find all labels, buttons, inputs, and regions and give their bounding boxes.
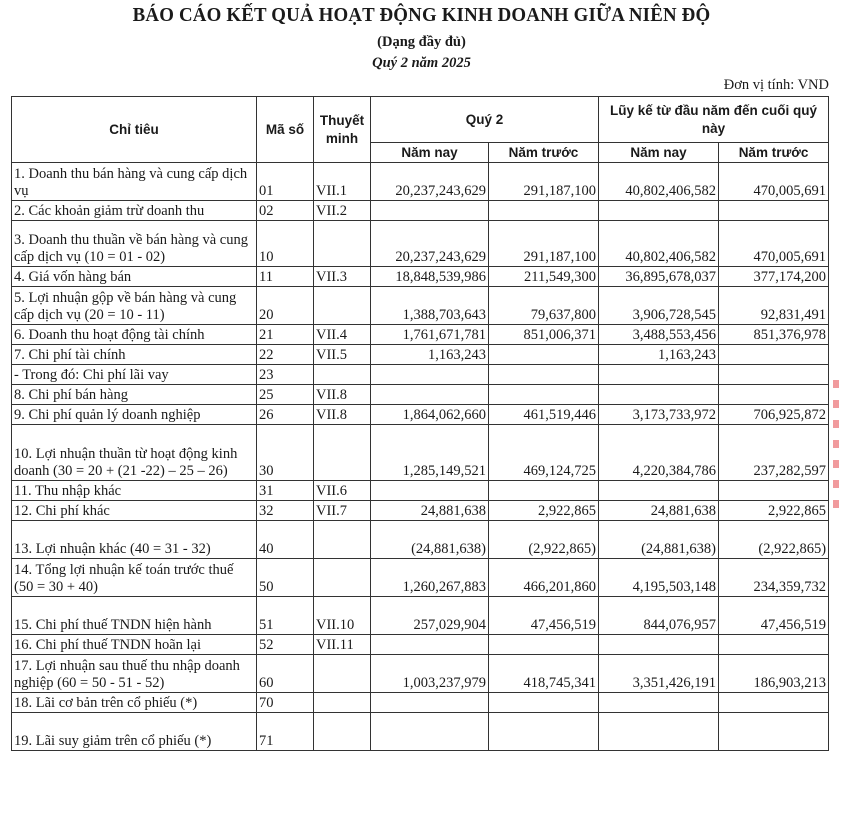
header-q-prior: Năm trước [489,143,599,163]
row-label: 4. Giá vốn hàng bán [12,267,257,287]
row-label: 11. Thu nhập khác [12,481,257,501]
row-code: 60 [257,655,314,693]
row-q-prior: 418,745,341 [489,655,599,693]
table-row [12,597,829,635]
row-code: 23 [257,365,314,385]
header-item: Chỉ tiêu [12,97,257,163]
row-code: 70 [257,693,314,713]
row-q-prior: 2,922,865 [489,501,599,521]
row-label: 8. Chi phí bán hàng [12,385,257,405]
row-label: 19. Lãi suy giảm trên cổ phiếu (*) [12,713,257,751]
row-code: 40 [257,521,314,559]
income-statement-table [11,96,829,751]
row-ytd-prior [719,481,829,501]
table-row [12,559,829,597]
header-quarter-group: Quý 2 [371,97,599,143]
row-q-current: (24,881,638) [371,521,489,559]
row-label: 15. Chi phí thuế TNDN hiện hành [12,597,257,635]
row-code: 11 [257,267,314,287]
row-ytd-current: 844,076,957 [599,597,719,635]
row-ytd-prior: 186,903,213 [719,655,829,693]
table-row [12,405,829,425]
row-q-prior [489,713,599,751]
row-ytd-prior [719,635,829,655]
row-q-current: 1,285,149,521 [371,425,489,481]
row-q-prior [489,365,599,385]
table-row [12,501,829,521]
report-title: BÁO CÁO KẾT QUẢ HOẠT ĐỘNG KINH DOANH GIỮA NIÊN ĐỘ [132,4,711,26]
row-q-prior: 291,187,100 [489,163,599,201]
row-code: 21 [257,325,314,345]
row-label: - Trong đó: Chi phí lãi vay [12,365,257,385]
row-code: 71 [257,713,314,751]
row-code: 10 [257,221,314,267]
table-row [12,635,829,655]
row-ytd-current [599,201,719,221]
row-note [314,693,371,713]
row-note [314,713,371,751]
table-row [12,325,829,345]
row-ytd-prior: 706,925,872 [719,405,829,425]
row-ytd-current: (24,881,638) [599,521,719,559]
row-code: 20 [257,287,314,325]
row-q-current [371,365,489,385]
header-ytd-prior: Năm trước [719,143,829,163]
header-q-current: Năm nay [371,143,489,163]
row-label: 14. Tổng lợi nhuận kế toán trước thuế (50 = 30 + 40) [12,559,257,597]
row-ytd-current [599,365,719,385]
row-code: 25 [257,385,314,405]
row-q-current: 24,881,638 [371,501,489,521]
row-ytd-current [599,693,719,713]
row-label: 6. Doanh thu hoạt động tài chính [12,325,257,345]
table-body [12,163,829,751]
table-row [12,267,829,287]
row-label: 12. Chi phí khác [12,501,257,521]
row-ytd-prior: 237,282,597 [719,425,829,481]
row-note: VII.5 [314,345,371,365]
row-ytd-prior: 470,005,691 [719,221,829,267]
row-ytd-current [599,385,719,405]
row-q-prior [489,385,599,405]
row-ytd-current: 40,802,406,582 [599,221,719,267]
row-ytd-current: 24,881,638 [599,501,719,521]
row-note [314,655,371,693]
row-q-current [371,635,489,655]
table-row [12,425,829,481]
row-note: VII.1 [314,163,371,201]
row-label: 17. Lợi nhuận sau thuế thu nhập doanh nghiệp (60 = 50 - 51 - 52) [12,655,257,693]
row-label: 5. Lợi nhuận gộp về bán hàng và cung cấp dịch vụ (20 = 10 - 11) [12,287,257,325]
table-row [12,521,829,559]
row-label: 1. Doanh thu bán hàng và cung cấp dịch vụ [12,163,257,201]
row-ytd-current [599,635,719,655]
table-row [12,201,829,221]
row-q-current [371,481,489,501]
row-ytd-current: 4,195,503,148 [599,559,719,597]
row-q-current: 1,864,062,660 [371,405,489,425]
row-q-prior: (2,922,865) [489,521,599,559]
table-row [12,287,829,325]
row-note: VII.3 [314,267,371,287]
row-note [314,559,371,597]
row-note: VII.4 [314,325,371,345]
currency-unit: Đơn vị tính: VND [723,77,829,93]
row-code: 31 [257,481,314,501]
row-q-prior [489,201,599,221]
table-row [12,365,829,385]
row-note: VII.7 [314,501,371,521]
row-q-current [371,201,489,221]
row-code: 32 [257,501,314,521]
table-row [12,713,829,751]
row-note: VII.8 [314,405,371,425]
row-ytd-prior [719,693,829,713]
row-ytd-prior [719,201,829,221]
row-ytd-prior [719,345,829,365]
row-q-current [371,713,489,751]
row-code: 01 [257,163,314,201]
row-note: VII.2 [314,201,371,221]
table-row [12,345,829,365]
row-ytd-prior [719,385,829,405]
row-q-current: 18,848,539,986 [371,267,489,287]
table-row [12,163,829,201]
row-q-current [371,385,489,405]
row-ytd-prior: 92,831,491 [719,287,829,325]
row-note: VII.11 [314,635,371,655]
row-q-current: 257,029,904 [371,597,489,635]
table-row [12,693,829,713]
row-ytd-current [599,481,719,501]
row-q-current: 20,237,243,629 [371,221,489,267]
row-label: 7. Chi phí tài chính [12,345,257,365]
row-code: 22 [257,345,314,365]
row-note [314,521,371,559]
row-code: 52 [257,635,314,655]
row-code: 50 [257,559,314,597]
row-q-prior [489,635,599,655]
row-code: 30 [257,425,314,481]
row-note: VII.6 [314,481,371,501]
row-ytd-current: 3,351,426,191 [599,655,719,693]
row-q-prior: 469,124,725 [489,425,599,481]
row-q-prior: 461,519,446 [489,405,599,425]
row-ytd-prior: 2,922,865 [719,501,829,521]
row-note: VII.10 [314,597,371,635]
row-q-current: 1,003,237,979 [371,655,489,693]
row-q-prior: 211,549,300 [489,267,599,287]
row-ytd-prior: 377,174,200 [719,267,829,287]
row-ytd-current: 3,906,728,545 [599,287,719,325]
row-q-prior: 851,006,371 [489,325,599,345]
row-ytd-prior: 234,359,732 [719,559,829,597]
row-ytd-current: 4,220,384,786 [599,425,719,481]
row-ytd-current: 1,163,243 [599,345,719,365]
row-code: 02 [257,201,314,221]
row-q-prior: 47,456,519 [489,597,599,635]
table-row [12,385,829,405]
row-ytd-prior: (2,922,865) [719,521,829,559]
row-code: 51 [257,597,314,635]
row-ytd-current: 3,173,733,972 [599,405,719,425]
row-note [314,221,371,267]
red-stamp-mark [833,380,839,520]
header-note: Thuyết minh [314,97,371,163]
row-ytd-current: 40,802,406,582 [599,163,719,201]
header-code: Mã số [257,97,314,163]
row-label: 18. Lãi cơ bản trên cổ phiếu (*) [12,693,257,713]
row-q-prior [489,345,599,365]
row-code: 26 [257,405,314,425]
row-note [314,365,371,385]
row-ytd-prior [719,365,829,385]
row-label: 13. Lợi nhuận khác (40 = 31 - 32) [12,521,257,559]
row-q-prior [489,481,599,501]
row-q-current: 20,237,243,629 [371,163,489,201]
report-subtitle: (Dạng đầy đủ) [377,34,466,50]
header-ytd-group: Lũy kế từ đầu năm đến cuối quý này [599,97,829,143]
row-q-current: 1,163,243 [371,345,489,365]
row-q-current [371,693,489,713]
row-ytd-prior: 47,456,519 [719,597,829,635]
header-ytd-current: Năm nay [599,143,719,163]
row-note: VII.8 [314,385,371,405]
row-q-prior [489,693,599,713]
table-row [12,481,829,501]
row-q-prior: 79,637,800 [489,287,599,325]
row-ytd-prior [719,713,829,751]
row-q-current: 1,260,267,883 [371,559,489,597]
row-ytd-current: 36,895,678,037 [599,267,719,287]
table-row [12,221,829,267]
table-row [12,655,829,693]
row-note [314,425,371,481]
row-label: 16. Chi phí thuế TNDN hoãn lại [12,635,257,655]
row-label: 2. Các khoản giảm trừ doanh thu [12,201,257,221]
row-label: 3. Doanh thu thuần về bán hàng và cung cấp dịch vụ (10 = 01 - 02) [12,221,257,267]
row-ytd-prior: 851,376,978 [719,325,829,345]
row-ytd-current: 3,488,553,456 [599,325,719,345]
row-ytd-current [599,713,719,751]
row-q-current: 1,388,703,643 [371,287,489,325]
row-label: 9. Chi phí quản lý doanh nghiệp [12,405,257,425]
row-ytd-prior: 470,005,691 [719,163,829,201]
report-period: Quý 2 năm 2025 [372,55,471,71]
row-note [314,287,371,325]
row-q-prior: 291,187,100 [489,221,599,267]
row-q-current: 1,761,671,781 [371,325,489,345]
row-q-prior: 466,201,860 [489,559,599,597]
row-label: 10. Lợi nhuận thuần từ hoạt động kinh doanh (30 = 20 + (21 -22) – 25 – 26) [12,425,257,481]
